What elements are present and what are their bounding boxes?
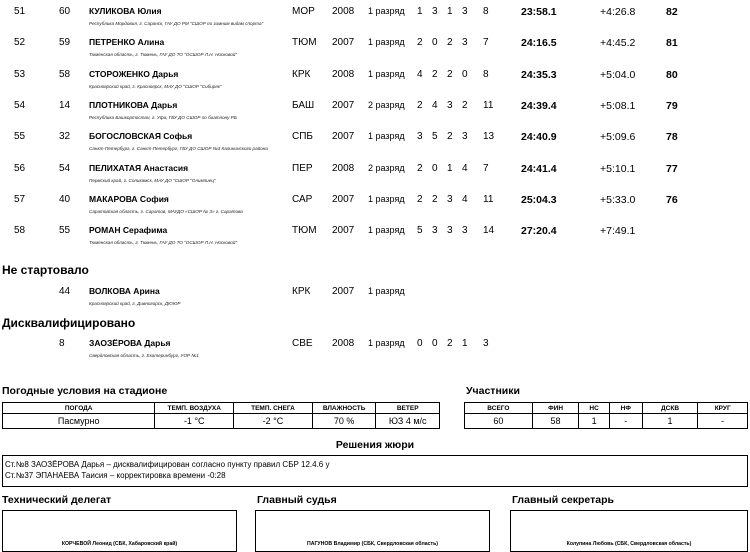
participants-value: 58 bbox=[532, 414, 579, 429]
shooting-2: 0 bbox=[432, 162, 438, 174]
dns-reg: КРК bbox=[292, 286, 311, 297]
result-row bbox=[0, 219, 750, 251]
participants-value: 1 bbox=[642, 414, 698, 429]
athlete-region: Республика Башкортостан, г. Уфа, ГБУ ДО СШОР по биатлону РБ bbox=[89, 114, 237, 120]
athlete-name: КУЛИКОВА Юлия bbox=[89, 6, 162, 16]
result-birth-year: 2007 bbox=[332, 131, 355, 143]
participants-value: 60 bbox=[465, 414, 533, 429]
dns-row bbox=[0, 280, 750, 312]
result-rank: 51 bbox=[14, 6, 26, 17]
shooting-2: 3 bbox=[432, 225, 438, 237]
chief-judge-box bbox=[255, 510, 490, 552]
technical-delegate-name: КОРЧЕВОЙ Леонид (СБК, Хабаровский край) bbox=[61, 541, 178, 547]
result-time: 23:58.1 bbox=[521, 6, 557, 18]
athlete-region: Пермский край, г. Соликамск, МАУ ДО "СШОР "Олимпиец" bbox=[89, 177, 216, 183]
chief-judge-label: Главный судья bbox=[257, 494, 337, 506]
shooting-1: 5 bbox=[417, 225, 423, 237]
result-birth-year: 2008 bbox=[332, 68, 355, 80]
jury-box bbox=[2, 455, 748, 487]
participants-table bbox=[464, 402, 748, 429]
shooting-3: 1 bbox=[447, 162, 453, 174]
result-category: 1 разряд bbox=[368, 193, 405, 204]
shooting-1: 1 bbox=[417, 6, 423, 17]
result-category: 1 разряд bbox=[368, 68, 405, 79]
result-row bbox=[0, 31, 750, 63]
result-region-code: ТЮМ bbox=[292, 37, 317, 49]
result-category: 1 разряд bbox=[368, 131, 405, 142]
participants-value: - bbox=[698, 414, 748, 429]
result-behind: +7:49.1 bbox=[600, 225, 636, 238]
result-points: 78 bbox=[666, 131, 678, 144]
dsq-category: 1 разряд bbox=[368, 338, 405, 348]
shooting-total: 13 bbox=[483, 131, 495, 143]
shooting-total: 11 bbox=[483, 193, 494, 205]
result-behind: +4:45.2 bbox=[600, 37, 636, 50]
result-region-code: САР bbox=[292, 193, 313, 205]
dsq-bib: 8 bbox=[59, 338, 65, 349]
result-category: 1 разряд bbox=[368, 225, 405, 236]
dsq-s4: 1 bbox=[462, 338, 468, 349]
dsq-s1: 0 bbox=[417, 338, 423, 349]
result-row bbox=[0, 188, 750, 220]
dsq-reg: СВЕ bbox=[292, 338, 313, 349]
participants-value-row bbox=[465, 414, 748, 429]
shooting-4: 2 bbox=[462, 99, 468, 111]
weather-title: Погодные условия на стадионе bbox=[2, 385, 168, 397]
shooting-1: 4 bbox=[417, 68, 423, 80]
shooting-total: 11 bbox=[483, 99, 494, 111]
result-bib: 32 bbox=[59, 131, 71, 143]
shooting-2: 5 bbox=[432, 131, 438, 143]
athlete-name: МАКАРОВА София bbox=[89, 193, 169, 204]
shooting-1: 3 bbox=[417, 131, 423, 143]
result-region-code: КРК bbox=[292, 68, 311, 80]
weather-header: ПОГОДА bbox=[3, 403, 155, 414]
result-time: 24:41.4 bbox=[521, 162, 557, 175]
chief-judge-name: ПАГУНОВ Владимир (СБК, Свердловская область) bbox=[306, 541, 439, 547]
result-rank: 52 bbox=[14, 37, 26, 49]
participants-value: - bbox=[609, 414, 642, 429]
participants-header-row bbox=[465, 403, 748, 414]
shooting-3: 3 bbox=[447, 193, 453, 205]
dsq-s2: 0 bbox=[432, 338, 438, 349]
result-row bbox=[0, 125, 750, 157]
jury-title: Решения жюри bbox=[335, 439, 415, 451]
result-bib: 55 bbox=[59, 225, 71, 237]
result-region-code: МОР bbox=[292, 6, 315, 17]
athlete-name: БОГОСЛОВСКАЯ Софья bbox=[89, 131, 193, 142]
weather-value: -1 °С bbox=[155, 414, 234, 429]
shooting-total: 8 bbox=[483, 6, 489, 17]
dns-year: 2007 bbox=[332, 286, 355, 297]
athlete-name: ПЕЛИХАТАЯ Анастасия bbox=[89, 162, 189, 173]
shooting-3: 2 bbox=[447, 37, 453, 49]
shooting-1: 2 bbox=[417, 193, 423, 205]
athlete-region: Тюменская область, г. Тюмень, ГАУ ДО ТО "ОСШОР Л.Н. Носковой" bbox=[89, 52, 238, 58]
result-behind: +5:04.0 bbox=[600, 68, 636, 81]
dsq-row bbox=[0, 332, 750, 364]
result-rank: 57 bbox=[14, 193, 26, 205]
shooting-4: 4 bbox=[462, 162, 468, 174]
result-region-code: БАШ bbox=[292, 99, 315, 111]
shooting-2: 2 bbox=[432, 68, 438, 80]
participants-header: ФИН bbox=[532, 403, 579, 414]
dsq-total: 3 bbox=[483, 338, 489, 349]
shooting-4: 3 bbox=[462, 6, 468, 17]
technical-delegate-label: Технический делегат bbox=[2, 494, 112, 506]
result-time: 27:20.4 bbox=[521, 225, 557, 238]
result-birth-year: 2007 bbox=[332, 193, 355, 205]
chief-secretary-box bbox=[510, 510, 748, 552]
result-time: 24:35.3 bbox=[521, 68, 557, 81]
chief-secretary-name: Колупина Любовь (СБК, Свердловская область) bbox=[566, 541, 692, 547]
athlete-region: Тюменская область, г. Тюмень, ГАУ ДО ТО "ОСШОР Л.Н. Носковой" bbox=[89, 240, 238, 246]
result-bib: 59 bbox=[59, 37, 71, 49]
result-behind: +5:10.1 bbox=[600, 162, 636, 175]
result-points: 79 bbox=[666, 99, 678, 112]
dns-name: ВОЛКОВА Арина bbox=[89, 286, 160, 296]
jury-line: Ст.№8 ЗАОЗЁРОВА Дарья – дисквалифицирован согласно пункту правил СБР 12.4.6 у bbox=[5, 460, 330, 469]
participants-header: НФ bbox=[609, 403, 642, 414]
result-category: 2 разряд bbox=[368, 162, 405, 173]
result-region-code: ТЮМ bbox=[292, 225, 317, 237]
jury-line: Ст.№37 ЭПАНАЕВА Таисия – корректировка времени -0:28 bbox=[5, 471, 226, 480]
shooting-2: 2 bbox=[432, 193, 438, 205]
result-points: 77 bbox=[666, 162, 678, 175]
result-category: 2 разряд bbox=[368, 99, 405, 110]
result-rank: 53 bbox=[14, 68, 26, 80]
result-time: 24:16.5 bbox=[521, 37, 557, 50]
athlete-name: СТОРОЖЕНКО Дарья bbox=[89, 68, 179, 79]
result-points: 76 bbox=[666, 193, 678, 206]
weather-value: ЮЗ 4 м/с bbox=[376, 414, 440, 429]
shooting-2: 0 bbox=[432, 37, 438, 49]
athlete-region: Санкт-Петербург, г. Санкт-Петербург, ГБУ ДО СШОР №3 Калининского района bbox=[89, 146, 268, 152]
athlete-name: ПЕТРЕНКО Алина bbox=[89, 37, 165, 48]
athlete-name: РОМАН Серафима bbox=[89, 225, 168, 236]
dns-region: Красноярский край, г. Дивногорск, ДЮЮР bbox=[89, 301, 181, 306]
shooting-4: 0 bbox=[462, 68, 468, 80]
result-time: 24:40.9 bbox=[521, 131, 557, 144]
result-row bbox=[0, 63, 750, 95]
athlete-region: Красноярский край, г. Красноярск, МАУ ДО "СШОР "Сибиряк" bbox=[89, 83, 222, 89]
weather-header: ТЕМП. СНЕГА bbox=[234, 403, 313, 414]
shooting-4: 3 bbox=[462, 131, 468, 143]
result-rank: 58 bbox=[14, 225, 26, 237]
result-points: 82 bbox=[666, 6, 678, 18]
result-row bbox=[0, 0, 750, 32]
result-birth-year: 2007 bbox=[332, 225, 355, 237]
dsq-section-title: Дисквалифицировано bbox=[2, 316, 136, 330]
result-bib: 58 bbox=[59, 68, 71, 80]
weather-value: 70 % bbox=[312, 414, 376, 429]
participants-header: КРУГ bbox=[698, 403, 748, 414]
result-rank: 54 bbox=[14, 99, 26, 111]
weather-value: -2 °С bbox=[234, 414, 313, 429]
weather-header: ТЕМП. ВОЗДУХА bbox=[155, 403, 234, 414]
shooting-1: 2 bbox=[417, 162, 423, 174]
weather-value: Пасмурно bbox=[3, 414, 155, 429]
result-birth-year: 2007 bbox=[332, 99, 355, 111]
athlete-name: ПЛОТНИКОВА Дарья bbox=[89, 99, 178, 110]
result-behind: +5:09.6 bbox=[600, 131, 636, 144]
shooting-4: 3 bbox=[462, 37, 468, 49]
athlete-region: Республика Мордовия, г. Саранск, ГАУ ДО РМ "СШОР по зимним видам спорта" bbox=[89, 21, 264, 26]
weather-value-row bbox=[3, 414, 440, 429]
result-region-code: ПЕР bbox=[292, 162, 313, 174]
result-row bbox=[0, 94, 750, 126]
shooting-3: 3 bbox=[447, 225, 453, 237]
shooting-1: 2 bbox=[417, 37, 423, 49]
result-rank: 56 bbox=[14, 162, 26, 174]
dns-category: 1 разряд bbox=[368, 286, 405, 296]
shooting-3: 2 bbox=[447, 68, 453, 80]
participants-header: НС bbox=[579, 403, 609, 414]
shooting-4: 4 bbox=[462, 193, 468, 205]
weather-header: ВЕТЕР bbox=[376, 403, 440, 414]
result-rank: 55 bbox=[14, 131, 26, 143]
technical-delegate-box bbox=[2, 510, 237, 552]
shooting-total: 7 bbox=[483, 162, 489, 174]
shooting-3: 2 bbox=[447, 131, 453, 143]
athlete-region: Саратовская область, г. Саратов, МАУДО «СШОР № 3» г. Саратова bbox=[89, 208, 243, 214]
dsq-region: Свердловская область, г. Екатеринбург, УОР №1 bbox=[89, 353, 199, 358]
participants-title: Участники bbox=[466, 385, 520, 397]
shooting-2: 3 bbox=[432, 6, 438, 17]
participants-header: ВСЕГО bbox=[465, 403, 533, 414]
result-birth-year: 2008 bbox=[332, 6, 355, 17]
dns-bib: 44 bbox=[59, 286, 71, 297]
shooting-2: 4 bbox=[432, 99, 438, 111]
result-behind: +5:08.1 bbox=[600, 99, 636, 112]
result-birth-year: 2007 bbox=[332, 37, 355, 49]
participants-header: ДСКВ bbox=[642, 403, 698, 414]
weather-table bbox=[2, 402, 440, 429]
result-bib: 54 bbox=[59, 162, 71, 174]
result-bib: 60 bbox=[59, 6, 71, 17]
result-time: 25:04.3 bbox=[521, 193, 557, 206]
result-behind: +5:33.0 bbox=[600, 193, 636, 206]
weather-header: ВЛАЖНОСТЬ bbox=[312, 403, 376, 414]
result-points: 80 bbox=[666, 68, 678, 81]
result-behind: +4:26.8 bbox=[600, 6, 636, 18]
participants-value: 1 bbox=[579, 414, 609, 429]
shooting-total: 7 bbox=[483, 37, 489, 49]
result-birth-year: 2008 bbox=[332, 162, 355, 174]
result-category: 1 разряд bbox=[368, 6, 405, 16]
dsq-name: ЗАОЗЁРОВА Дарья bbox=[89, 338, 171, 348]
shooting-4: 3 bbox=[462, 225, 468, 237]
shooting-1: 2 bbox=[417, 99, 423, 111]
weather-header-row bbox=[3, 403, 440, 414]
shooting-total: 14 bbox=[483, 225, 495, 237]
dns-section-title: Не стартовало bbox=[2, 263, 89, 277]
result-row bbox=[0, 157, 750, 189]
result-bib: 14 bbox=[59, 99, 71, 111]
dsq-year: 2008 bbox=[332, 338, 355, 349]
result-time: 24:39.4 bbox=[521, 99, 557, 112]
result-bib: 40 bbox=[59, 193, 71, 205]
dsq-s3: 2 bbox=[447, 338, 453, 349]
shooting-3: 1 bbox=[447, 6, 453, 17]
result-category: 1 разряд bbox=[368, 37, 405, 48]
chief-secretary-label: Главный секретарь bbox=[512, 494, 614, 506]
shooting-total: 8 bbox=[483, 68, 489, 80]
result-points: 81 bbox=[666, 37, 678, 50]
result-region-code: СПБ bbox=[292, 131, 313, 143]
shooting-3: 3 bbox=[447, 99, 453, 111]
